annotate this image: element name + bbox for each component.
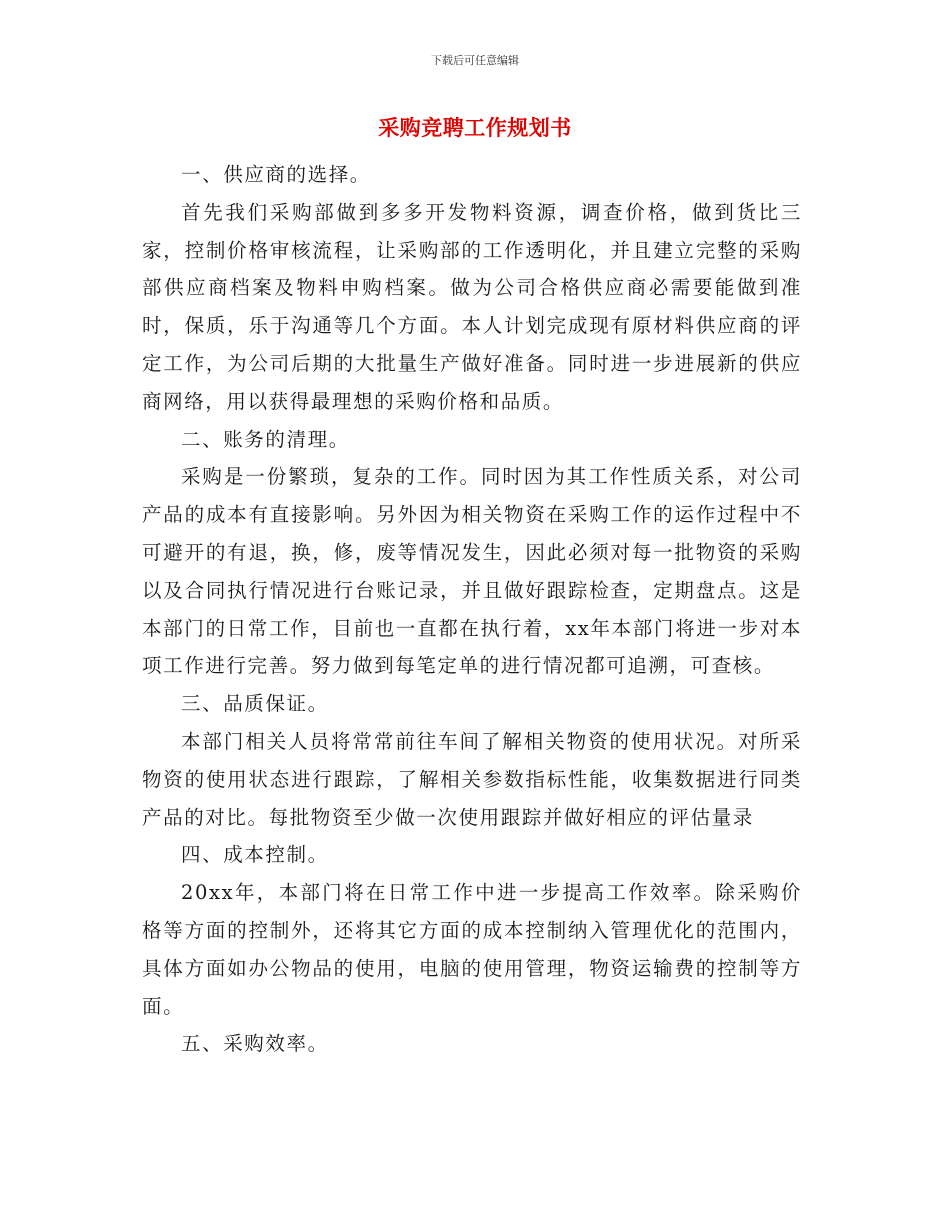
section-heading-5: 五、采购效率。 bbox=[181, 1032, 329, 1056]
header-note: 下载后可任意编辑 bbox=[431, 54, 519, 67]
document-title: 采购竞聘工作规划书 bbox=[378, 115, 572, 140]
section-paragraph-4: 20xx年，本部门将在日常工作中进一步提高工作效率。除采购价格等方面的控制外，还将其它方面的成本控制纳入管理优化的范围内，具体方面如办公物品的使用，电脑的使用管理，物资运输费的控制等方面。 bbox=[142, 881, 802, 1018]
section-paragraph-2: 采购是一份繁琐，复杂的工作。同时因为其工作性质关系，对公司产品的成本有直接影响。另外因为相关物资在采购工作的运作过程中不可避开的有退，换，修，废等情况发生，因此必须对每一批物资的采购以及合同执行情况进行台账记录，并且做好跟踪检查，定期盘点。这是本部门的日常工作，目前也一直都在执行着，xx年本部门将进一步对本项工作进行完善。努力做到每笔定单的进行情况都可追溯，可查核。 bbox=[142, 465, 802, 678]
section-heading-3: 三、品质保证。 bbox=[181, 692, 329, 716]
section-heading-2: 二、账务的清理。 bbox=[181, 427, 350, 451]
section-heading-4: 四、成本控制。 bbox=[181, 843, 329, 867]
section-paragraph-3: 本部门相关人员将常常前往车间了解相关物资的使用状况。对所采物资的使用状态进行跟踪，了解相关参数指标性能，收集数据进行同类产品的对比。每批物资至少做一次使用跟踪并做好相应的评估量录 bbox=[142, 729, 802, 829]
document-body bbox=[142, 156, 802, 1063]
section-heading-1: 一、供应商的选择。 bbox=[181, 163, 371, 186]
section-paragraph-1: 首先我们采购部做到多多开发物料资源，调查价格，做到货比三家，控制价格审核流程，让采购部的工作透明化，并且建立完整的采购部供应商档案及物料申购档案。做为公司合格供应商必需要能做到准时，保质，乐于沟通等几个方面。本人计划完成现有原材料供应商的评定工作，为公司后期的大批量生产做好准备。同时进一步进展新的供应商网络，用以获得最理想的采购价格和品质。 bbox=[142, 200, 802, 413]
